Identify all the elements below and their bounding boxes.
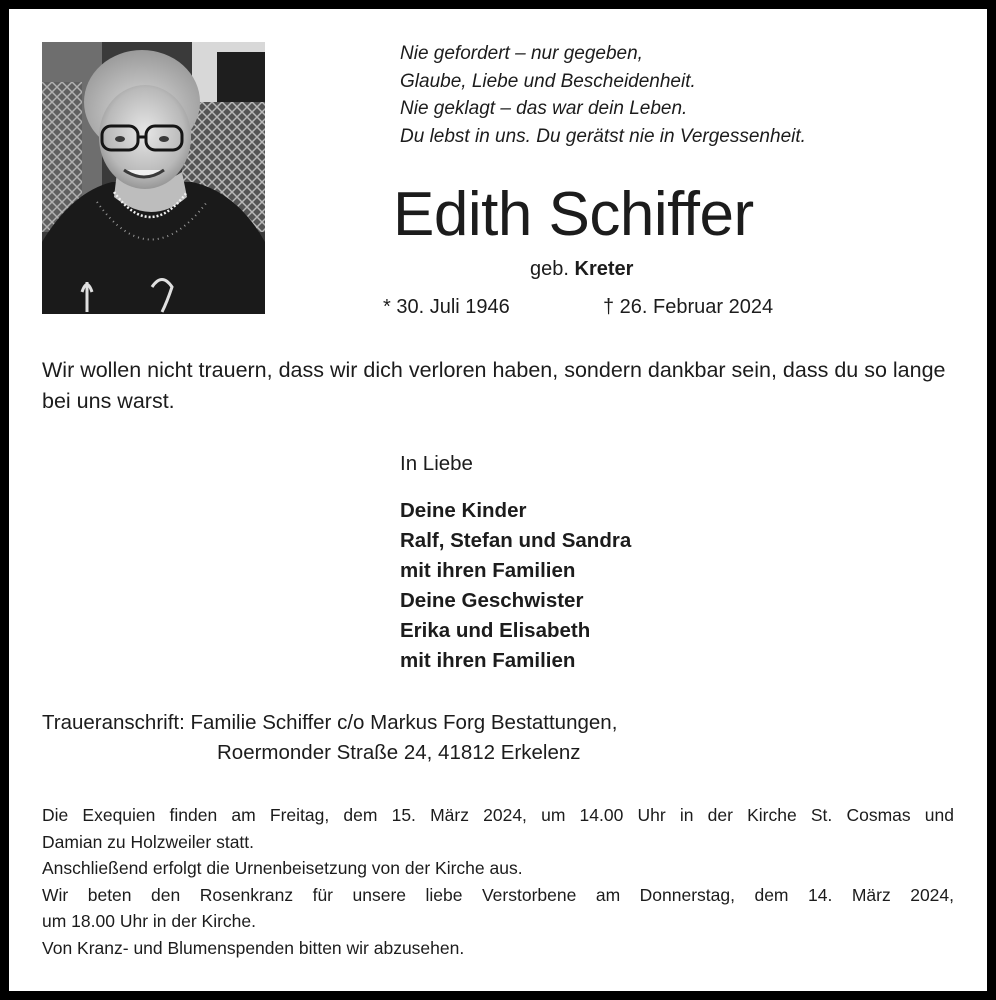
poem-line: Du lebst in uns. Du gerätst nie in Vergessenheit. — [400, 125, 806, 147]
mourning-address — [42, 708, 617, 768]
poem — [400, 40, 806, 150]
birth-name — [530, 256, 633, 282]
birth-name-value: Kreter — [574, 258, 634, 280]
deceased-name: Edith Schiffer — [393, 180, 754, 249]
info-line: Von Kranz- und Blumenspenden bitten wir abzusehen. — [42, 937, 465, 958]
death-date: † 26. Februar 2024 — [603, 296, 774, 318]
poem-line: Nie geklagt – das war dein Leben. — [400, 98, 688, 119]
birth-date: * 30. Juli 1946 — [383, 296, 510, 318]
info-line: Wir beten den Rosenkranz für unsere liebe Verstorbene am Donnerstag, dem 14. März 2024, — [42, 884, 954, 905]
funeral-info — [42, 802, 954, 961]
mourner-line: Ralf, Stefan und Sandra — [400, 529, 632, 552]
birth-name-prefix: geb. — [530, 258, 569, 280]
portrait-photo — [42, 42, 265, 314]
mourner-line: Erika und Elisabeth — [400, 619, 591, 642]
address-line-1: Familie Schiffer c/o Markus Forg Bestattungen, — [190, 711, 618, 734]
mourner-line: mit ihren Familien — [400, 649, 576, 672]
in-love-heading: In Liebe — [400, 452, 473, 475]
address-label: Traueranschrift: — [42, 711, 185, 734]
info-line: um 18.00 Uhr in der Kirche. — [42, 911, 256, 931]
info-line: Die Exequien finden am Freitag, dem 15. März 2024, um 14.00 Uhr in der Kirche St. Cosmas und — [42, 805, 954, 825]
mourners-list — [400, 496, 631, 676]
poem-line: Nie gefordert – nur gegeben, — [400, 43, 643, 64]
memorial-quote: Wir wollen nicht trauern, dass wir dich verloren haben, sondern dankbar sein, dass du so lange bei uns warst. — [42, 358, 946, 413]
info-line: Anschließend erfolgt die Urnenbeisetzung von der Kirche aus. — [42, 858, 523, 878]
address-line-2: Roermonder Straße 24, 41812 Erkelenz — [217, 741, 581, 764]
info-line: Damian zu Holzweiler statt. — [42, 831, 255, 852]
mourner-line: Deine Geschwister — [400, 589, 584, 612]
poem-line: Glaube, Liebe und Bescheidenheit. — [400, 70, 696, 92]
mourner-line: mit ihren Familien — [400, 559, 576, 582]
mourner-line: Deine Kinder — [400, 499, 527, 522]
